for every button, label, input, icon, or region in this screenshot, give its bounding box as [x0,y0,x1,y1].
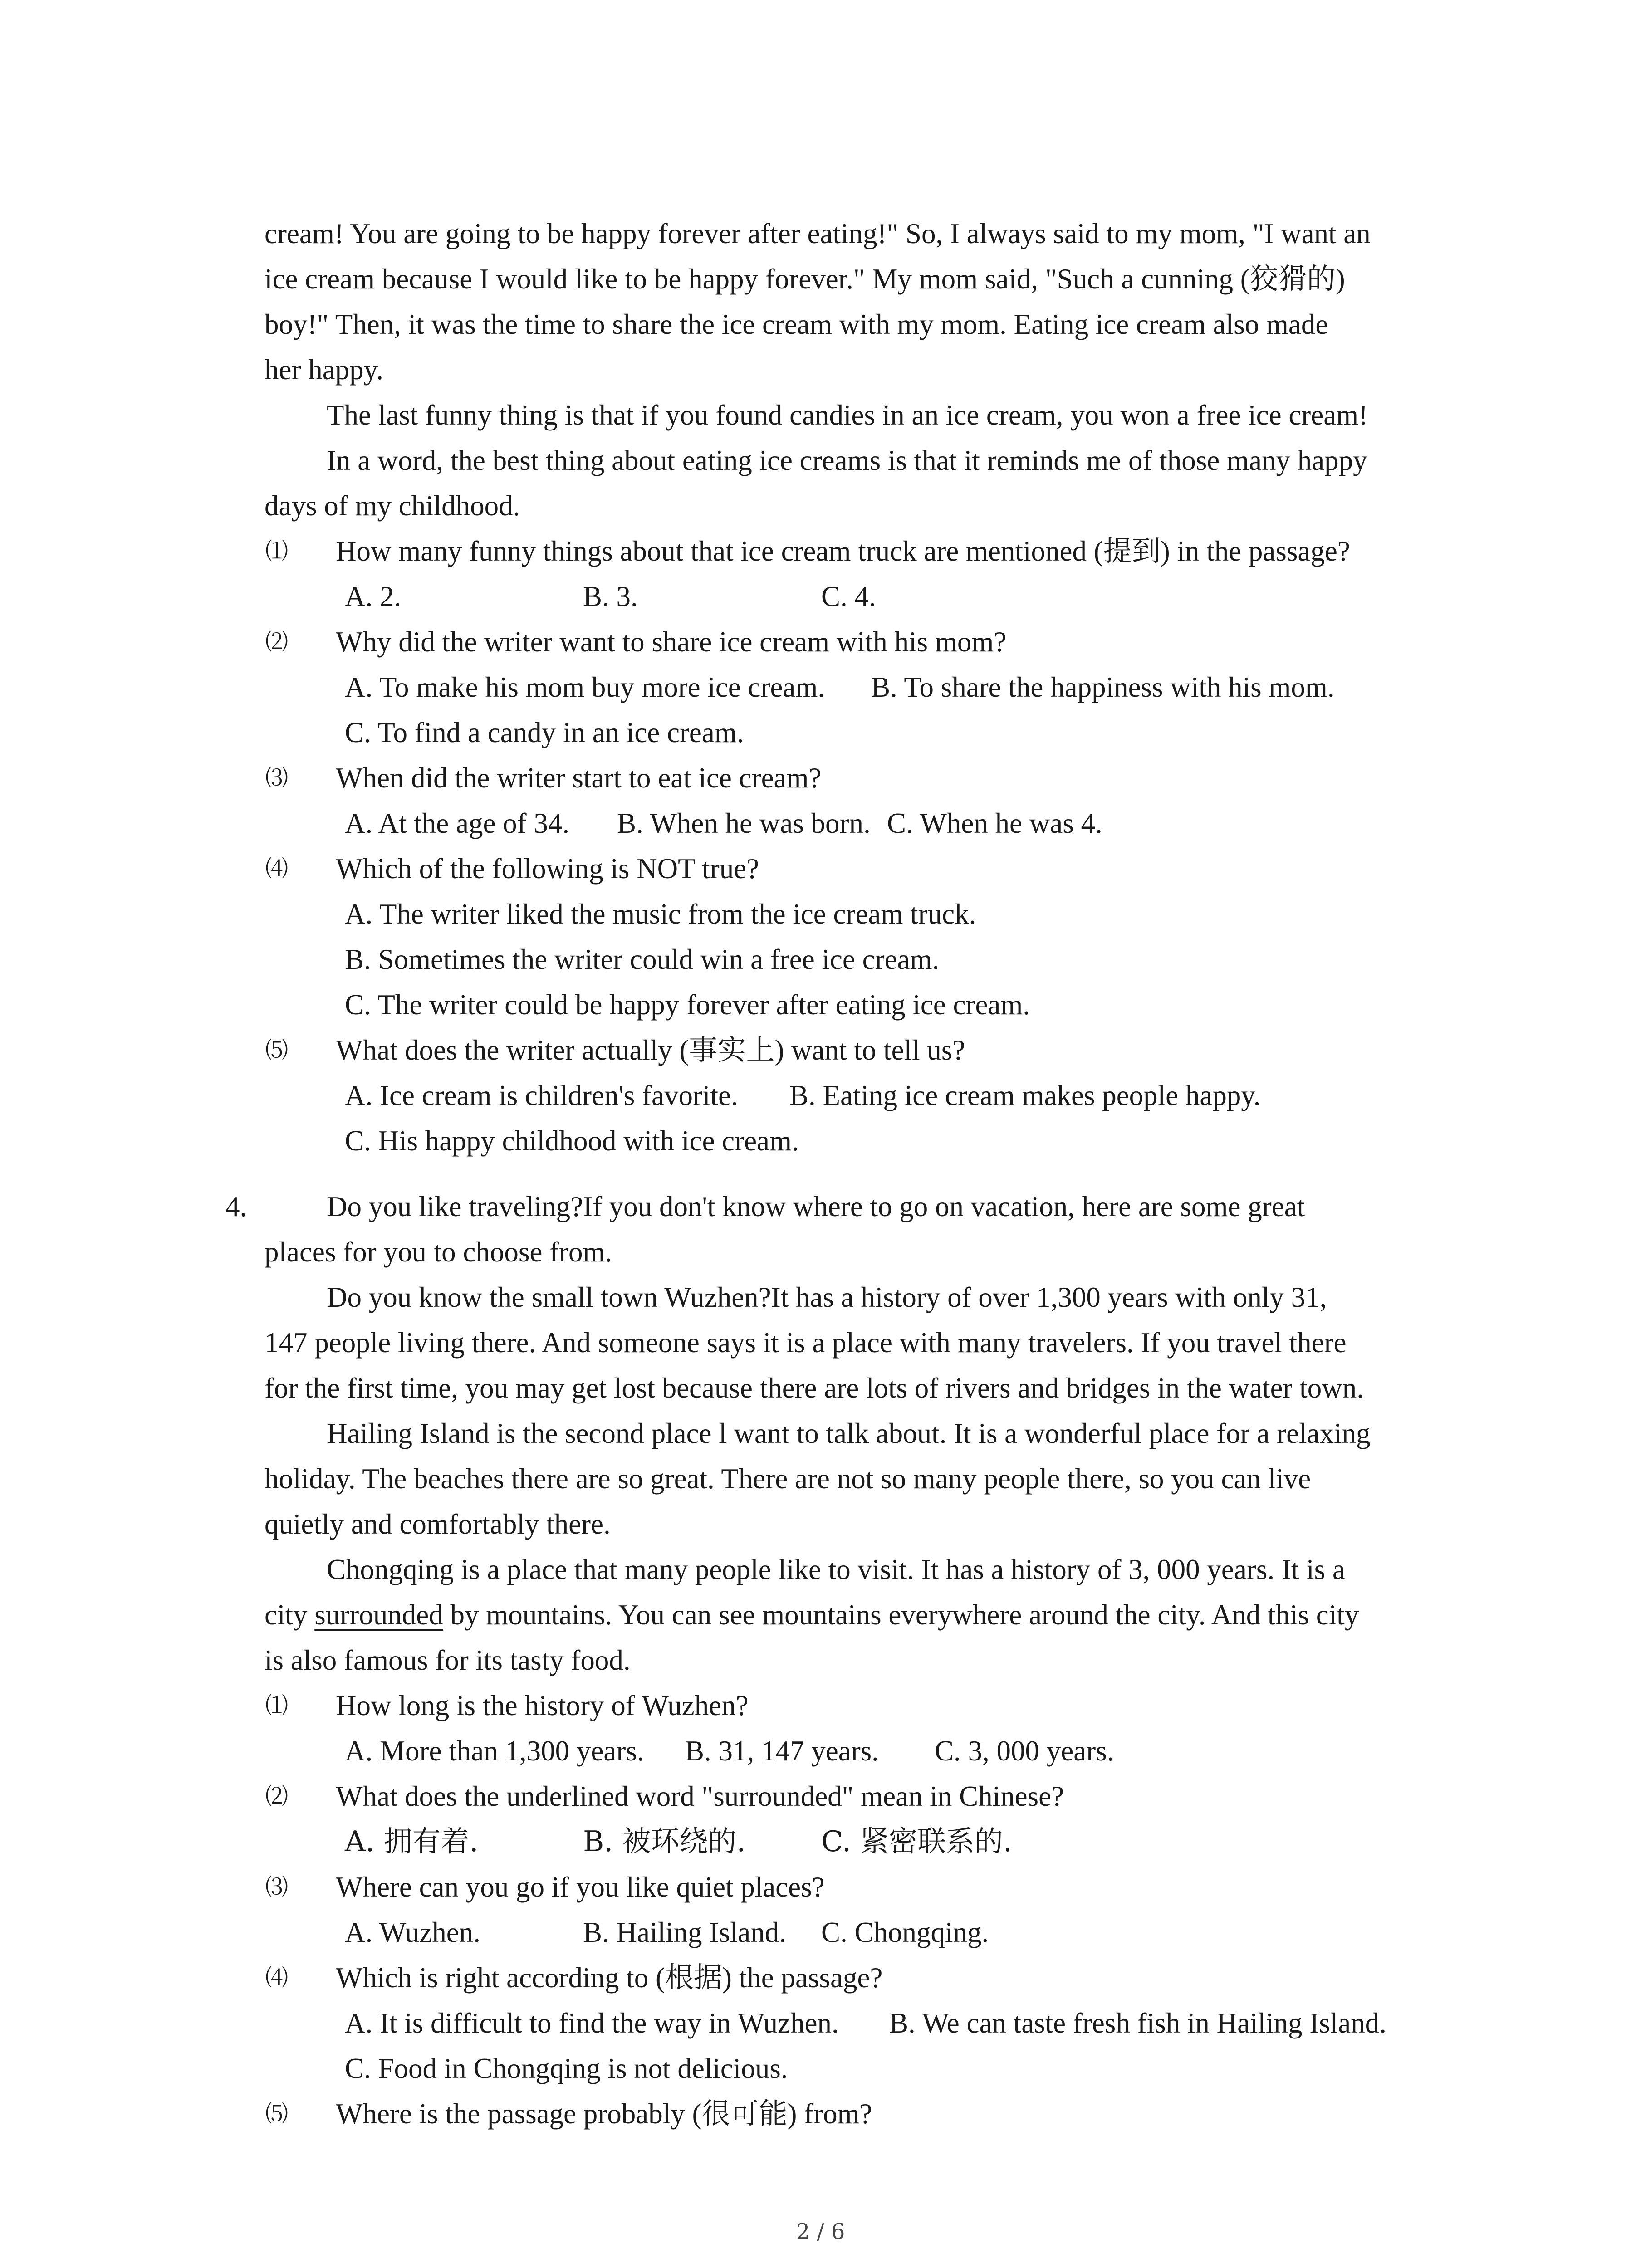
question-text: Which is right according to (根据) the passage? [336,1962,883,1994]
question-number: ⑶ [265,765,288,791]
passage4-line: for the first time, you may get lost because there are lots of rivers and bridges in the water town. [265,1372,1364,1404]
passage4-paragraph: Do you like traveling?If you don't know where to go on vacation, here are some great [327,1191,1305,1222]
question-number: ⑷ [265,1965,288,1991]
passage4-paragraph: Hailing Island is the second place l want to talk about. It is a wonderful place for a relaxing [327,1418,1371,1449]
passage3-line: cream! You are going to be happy forever after eating!" So, I always said to my mom, "I want an [265,218,1371,249]
option-a: A. Ice cream is children's favorite. [345,1080,738,1111]
question-text: How many funny things about that ice cream truck are mentioned (提到) in the passage? [336,535,1350,567]
option-c: C. 4. [821,581,876,612]
option-a: A. The writer liked the music from the ice cream truck. [345,898,976,930]
option-a: A. To make his mom buy more ice cream. [345,671,825,703]
option-c: C. Food in Chongqing is not delicious. [345,2053,788,2084]
question-number: ⑴ [265,538,288,564]
option-b: B. Eating ice cream makes people happy. [789,1080,1261,1111]
passage-number: 4. [225,1191,247,1222]
option-b: B. Sometimes the writer could win a free ice cream. [345,943,940,975]
question-number: ⑵ [265,629,288,655]
passage3-line: ice cream because I would like to be happy forever." My mom said, "Such a cunning (狡猾的) [265,263,1345,295]
passage4-line: quietly and comfortably there. [265,1508,611,1540]
question-number: ⑴ [265,1692,288,1719]
question-text: Why did the writer want to share ice cream with his mom? [336,626,1007,658]
passage4-paragraph: Chongqing is a place that many people like to visit. It has a history of 3, 000 years. It is a [327,1554,1345,1585]
passage4-line: places for you to choose from. [265,1236,612,1268]
option-a: A. More than 1,300 years. [345,1735,644,1767]
option-a: A. At the age of 34. [345,807,570,839]
question-number: ⑸ [265,1037,288,1063]
option-b: B. When he was born. [617,807,871,839]
question-text: How long is the history of Wuzhen? [336,1690,749,1721]
passage4-paragraph: Do you know the small town Wuzhen?It has a history of over 1,300 years with only 31, [327,1281,1327,1313]
passage3-paragraph: In a word, the best thing about eating ice creams is that it reminds me of those many happy [327,445,1367,476]
question-text: Where can you go if you like quiet places? [336,1871,825,1903]
question-number: ⑶ [265,1874,288,1900]
question-text: What does the writer actually (事实上) want to tell us? [336,1034,965,1066]
question-text: When did the writer start to eat ice cream? [336,762,822,794]
option-a: A. Wuzhen. [345,1916,480,1948]
passage3-paragraph: The last funny thing is that if you found candies in an ice cream, you won a free ice cream! [327,399,1368,431]
question-text: Which of the following is NOT true? [336,853,759,885]
option-a: A. 拥有着. [345,1825,479,1858]
question-number: ⑵ [265,1783,288,1809]
passage4-line [265,1597,1359,1633]
option-b: B. 被环绕的. [583,1825,746,1858]
question-number: ⑷ [265,855,288,882]
passage4-line: is also famous for its tasty food. [265,1644,631,1676]
text-segment: city [265,1599,315,1631]
option-b: B. Hailing Island. [583,1916,786,1948]
underlined-word: surrounded [314,1599,443,1631]
option-c: C. Chongqing. [821,1916,989,1948]
option-b: B. We can taste fresh fish in Hailing Island. [889,2007,1387,2039]
option-c: C. To find a candy in an ice cream. [345,717,744,748]
option-c: C. His happy childhood with ice cream. [345,1125,799,1157]
passage3-line: boy!" Then, it was the time to share the ice cream with my mom. Eating ice cream also made [265,308,1328,340]
passage3-line: her happy. [265,354,383,386]
option-b: B. To share the happiness with his mom. [871,671,1335,703]
question-number: ⑸ [265,2101,288,2127]
passage4-line: 147 people living there. And someone says it is a place with many travelers. If you travel there [265,1327,1347,1359]
option-c: C. When he was 4. [887,807,1102,839]
passage4-line: holiday. The beaches there are so great. There are not so many people there, so you can live [265,1463,1311,1495]
question-text: Where is the passage probably (很可能) from? [336,2098,872,2130]
option-c: C. 3, 000 years. [935,1735,1114,1767]
option-b: B. 31, 147 years. [685,1735,879,1767]
option-c: C. 紧密联系的. [821,1825,1013,1858]
option-c: C. The writer could be happy forever after eating ice cream. [345,989,1030,1021]
option-a: A. It is difficult to find the way in Wuzhen. [345,2007,839,2039]
option-a: A. 2. [345,581,402,612]
question-text: What does the underlined word "surrounded" mean in Chinese? [336,1780,1064,1812]
text-segment: by mountains. You can see mountains everywhere around the city. And this city [443,1599,1359,1631]
passage3-line: days of my childhood. [265,490,520,522]
page-number: 2 / 6 [796,2219,845,2244]
option-b: B. 3. [583,581,638,612]
